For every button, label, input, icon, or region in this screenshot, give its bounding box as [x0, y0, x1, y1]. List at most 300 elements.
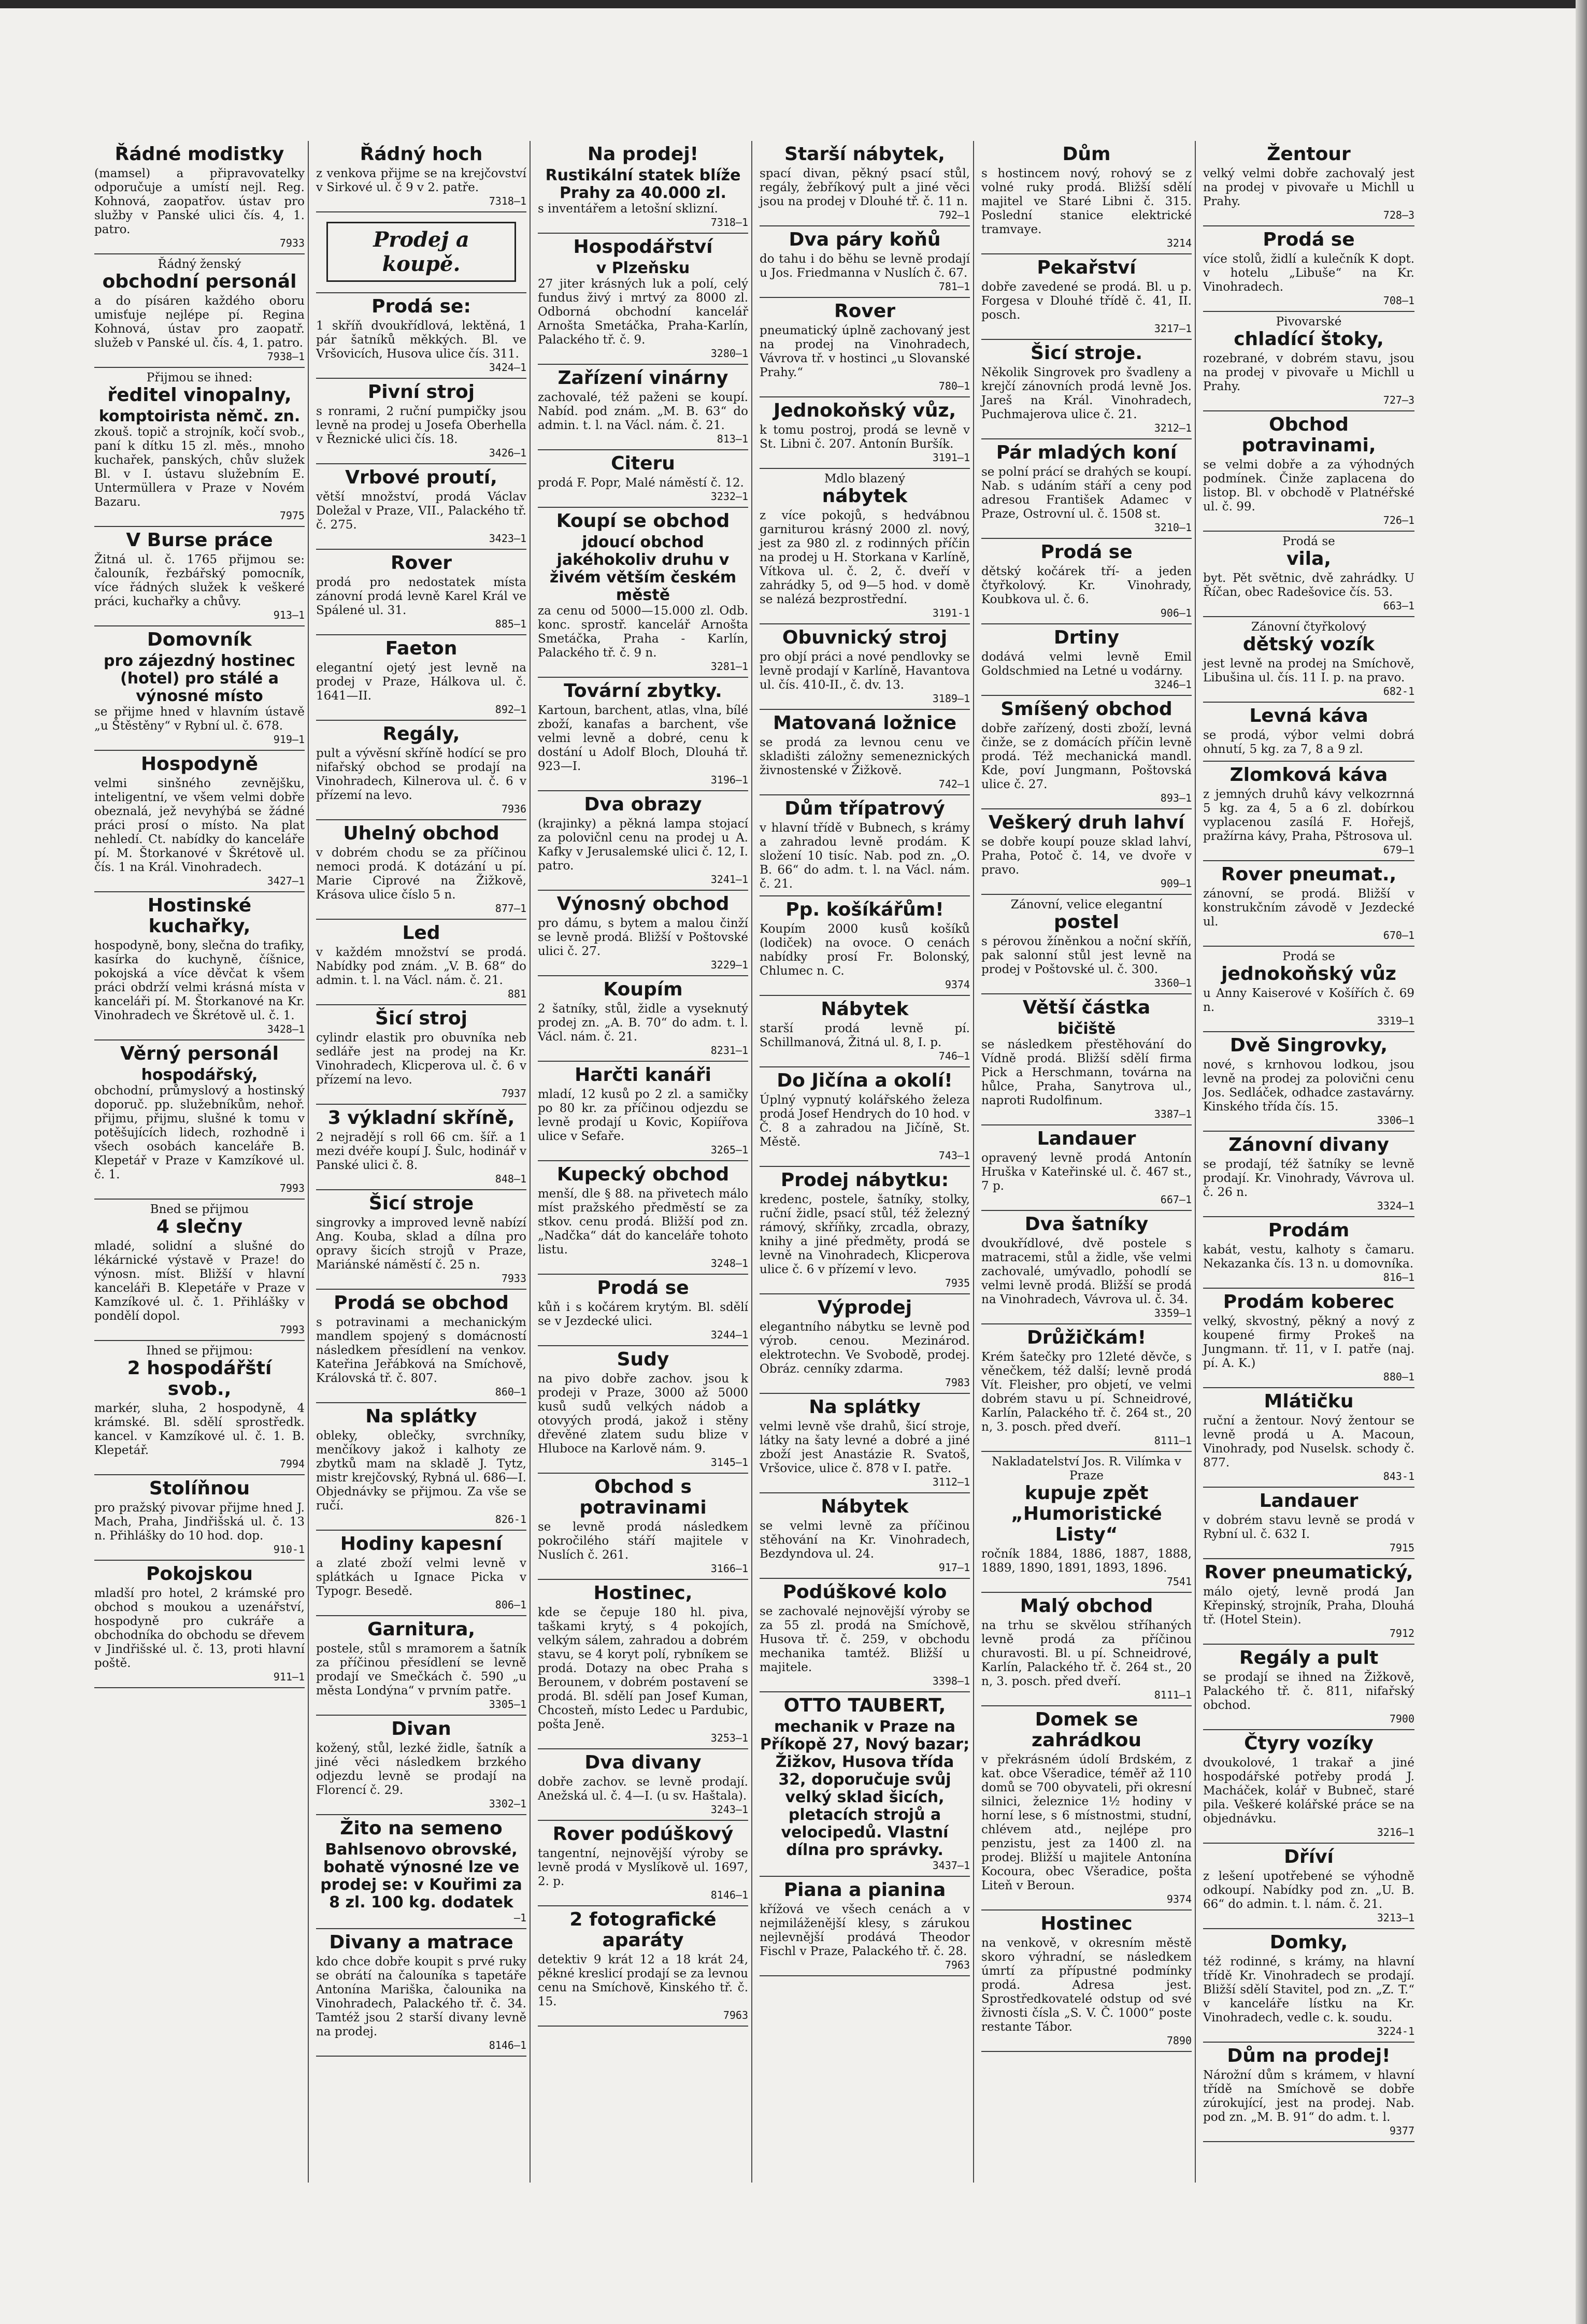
ad-code: 848—1 — [495, 1173, 526, 1185]
ad-text: s inventářem a letošní sklizní. — [538, 202, 718, 216]
classified-ad — [760, 141, 970, 226]
ad-text: rozebrané, v dobrém stavu, jsou na prodej v pivovaře u Michll u Prahy. — [1203, 352, 1414, 393]
ad-text: pneumatický úplně zachovaný jest na prodej na Vinohradech, Vávrova tř. v hostinci „u Slovanské Prahy.“ — [760, 324, 970, 379]
ad-heading: Koupím — [603, 979, 683, 1000]
ad-text: s pérovou žíněnkou a noční skříň, pak salonní stůl jest levně na prodej v Poštovské ul. č. 300. — [981, 935, 1192, 976]
ad-code: 3319—1 — [1377, 1015, 1414, 1027]
ad-text: z venkova přijme se na krejčovství v Sirkové ul. č 9 v 2. patře. — [316, 167, 526, 194]
ad-code: 843-1 — [1383, 1470, 1414, 1482]
ad-heading: Prodám koberec — [1223, 1291, 1395, 1313]
ad-heading: Výprodej — [817, 1297, 912, 1318]
ad-subheading: komptoirista němč. zn. — [98, 407, 301, 425]
column-4 — [756, 141, 974, 2183]
ad-text: se polní prácí se drahých se koupí. Nab. s udáním stáří a ceny pod adresou František Adamec v Praze, Ostrovní ul. č. 1508 st. — [981, 465, 1192, 521]
ad-heading: nábytek — [822, 486, 908, 507]
ad-code: 893—1 — [1160, 792, 1192, 804]
column-6 — [1200, 141, 1418, 2183]
ad-heading: Divan — [391, 1718, 451, 1740]
ad-text: spací divan, pěkný psací stůl, regály, žebříkový pult a jiné věci jsou na prodej v Dlouhé tř. č. 11 n. — [760, 167, 970, 208]
ad-text: se přijme hned v hlavním ústavě „u Štěstěny“ v Rybní ul. č. 678. — [94, 705, 305, 733]
ad-heading: Domky, — [1269, 1932, 1348, 1953]
classified-ad — [538, 508, 748, 678]
ad-code: 860—1 — [495, 1386, 526, 1398]
ad-text: dvoukřídlové, dvě postele s matracemi, stůl a židle, vše velmi zachovalé, umývadlo, pohodlí se velmi levně prodá. Bližší se prodá na Vinohradech, Vávrova ul. č. 34. — [981, 1237, 1192, 1306]
classified-ad — [94, 254, 305, 368]
ad-text: dobře zavedené se prodá. Bl. u p. Forgesa v Dlouhé třídě č. 41, II. posch. — [981, 280, 1192, 322]
classified-ad — [760, 1877, 970, 1976]
ad-text: prodá F. Popr, Malé náměstí č. 12. — [538, 476, 744, 490]
ad-text: 27 jiter krásných luk a polí, celý fundus živý i mrtvý za 8000 zl. Odborná obchodní kancelář Arnošta Smetáčka, Praha-Karlín, Palackého tř. č. 9. — [538, 277, 748, 347]
classified-ads-page — [91, 141, 1587, 2183]
ad-text: v každém množství se prodá. Nabídky pod znám. „V. B. 68“ do admin. t. l. na Václ. nám. č. 21. — [316, 946, 526, 987]
ad-text: obleky, oblečky, svrchníky, menčíkovy jakož i kalhoty ze zbytků mam na skladě J. Tytz, mistr krejčovský, Rybná ul. 686—I. Objednávky se přijmou. Za vše se ručí. — [316, 1429, 526, 1513]
ad-text: kabát, vestu, kalhoty s čamaru. Nekazanka čís. 13 n. u domovníka. — [1203, 1243, 1414, 1271]
ad-text: tangentní, nejnovější výroby se levně prodá v Myslíkově ul. 1697, 2. p. — [538, 1847, 748, 1888]
ad-code: 892—1 — [495, 703, 526, 716]
ad-text: mladé, solidní a slušné do lékárnické výstavě v Praze! do výnosn. míst. Bližší v hlavní kanceláři B. Klepetáře v Praze v Kamzíkové ul. č. 1. Přihlášky v pondělí dopol. — [94, 1239, 305, 1323]
ad-text: dodává velmi levně Emil Goldschmied na Letné u vodárny. — [981, 650, 1192, 678]
ad-code: 911—1 — [273, 1671, 305, 1683]
ad-heading: Řádné modistky — [115, 144, 284, 165]
ad-heading: Prodá se obchod — [334, 1292, 509, 1314]
ad-heading: Citeru — [611, 453, 675, 474]
ad-heading: Domek se zahrádkou — [1031, 1709, 1142, 1751]
classified-ad — [981, 1125, 1192, 1211]
ad-heading: ředitel vinopalny, — [107, 384, 292, 406]
classified-ad — [538, 1749, 748, 1821]
ad-heading: Na prodej! — [587, 144, 699, 165]
ad-code: 7541 — [1166, 1575, 1192, 1588]
classified-ad — [94, 892, 305, 1040]
classified-ad — [538, 1346, 748, 1474]
classified-ad — [1203, 226, 1414, 312]
classified-ad — [94, 626, 305, 751]
ad-text: postele, stůl s mramorem a šatník za příčinou přesídlení se levně prodají ve Smečkách č. 590 „u města Londýna“ v prvním patře. — [316, 1642, 526, 1698]
scan-border-top — [0, 0, 1587, 8]
ad-heading: Smíšený obchod — [1000, 698, 1173, 720]
classified-ad — [316, 635, 526, 721]
ad-heading: Hospodyně — [140, 753, 259, 775]
ad-text: kredenc, postele, šatníky, stolky, ruční židle, psací stůl, též železný rámový, skříňky, zrcadla, obrazy, knihy a jiné předměty, prodá se levně na Vinohradech, Klicperova ulice č. 6 v přízemí v levo. — [760, 1193, 970, 1276]
ad-code: 3428—1 — [267, 1023, 305, 1035]
ad-heading: Na splátky — [809, 1396, 921, 1418]
ad-code: 3305—1 — [489, 1698, 526, 1710]
ad-heading: Prodá se — [1040, 541, 1133, 563]
classified-ad — [1203, 1844, 1414, 1929]
ad-heading: Dům — [1062, 144, 1111, 165]
ad-code: 7937 — [501, 1087, 526, 1100]
ad-code: 3241—1 — [710, 873, 748, 886]
ad-code: 679—1 — [1383, 844, 1414, 856]
ad-code: 877—1 — [495, 902, 526, 915]
ad-text: zkouš. topič a strojník, kočí svob., paní k dítku 15 zl. měs., mnoho kuchařek, panských, chův služek Bl. v I. ústavu služebním E. Untermüllera v Praze v Novém Bazaru. — [94, 425, 305, 509]
ad-heading: Výnosný obchod — [556, 893, 730, 915]
classified-ad — [538, 365, 748, 450]
ad-text: pro pražský pivovar přijme hned J. Mach, Praha, Jindřišská ul. č. 13 n. Přihlášky do 10 hod. dop. — [94, 1501, 305, 1543]
ad-lead-text: Zánovní, velice elegantní — [1010, 898, 1163, 911]
ad-text: 1 skříň dvoukřídlová, lektěná, 1 pár šatníků měkkých. Bl. ve Vršovicích, Husova ulice čís. 311. — [316, 319, 526, 361]
ad-lead-text: Mdlo blazený — [824, 472, 906, 486]
classified-ad — [1203, 1132, 1414, 1217]
ad-code: 667—1 — [1160, 1193, 1192, 1206]
ad-text: na pivo dobře zachov. jsou k prodeji v Praze, 3000 až 5000 kusů sudů velkých nádob a otovyých prodá, jakož i stěny dřevěné zlatem sudu blize v Hluboce na Karlově nám. 9. — [538, 1372, 748, 1456]
ad-heading: Prodám — [1268, 1220, 1350, 1241]
ad-heading: Regály a pult — [1239, 1647, 1379, 1669]
classified-ad — [1203, 617, 1414, 703]
ad-text: Žitná ul. č. 1765 přijmou se: čalouník, řezbářský pomocník, více řádných služek k veškeré práci, kuchařky a chůvy. — [94, 553, 305, 608]
ad-heading: Rover podúškový — [552, 1823, 734, 1845]
classified-ad — [538, 678, 748, 791]
classified-ad — [760, 1394, 970, 1493]
classified-ad — [760, 226, 970, 298]
ad-text: se prodají, též šatníky se levně prodají. Kr. Vinohrady, Vávrova ul. č. 26 n. — [1203, 1158, 1414, 1199]
ad-code: 7993 — [279, 1182, 305, 1194]
ad-text: v překrásném údolí Brdském, z kat. obce Všeradice, téměř až 110 domů se 700 obyvateli, při okresní silnici, železnice 1½ hodiny v horní lese, s 6 místnostmi, studní, chlévem atd., nejlépe pro penzistu, jest za 1400 zl. na prodej. Bližší u majitele Antonína Kocoura, obec Všeradice, pošta Liteň v Beroun. — [981, 1753, 1192, 1892]
ad-text: zánovní, se prodá. Bližší v konstrukčním závodě v Jezdecké ul. — [1203, 887, 1414, 929]
ad-text: (krajinky) a pěkná lampa stojací za polovičnl cenu na prodej u A. Kafky v Jerusalemské ulici č. 12, I. patro. — [538, 817, 748, 873]
ad-code: 7938—1 — [267, 350, 305, 363]
ad-code: 3213—1 — [1377, 1912, 1414, 1924]
ad-lead-text: Zánovní čtyřkolový — [1251, 620, 1366, 634]
ad-text: obchodní, průmyslový a hostinský doporuč. pp. služebníkům, nehoř. přijmu, přijmu, slušné k tomu v potěšujících lidech, rozhodně i všech osobách kanceláře B. Klepetář v Praze v Kamzíkové ul. č. 1. — [94, 1084, 305, 1181]
ad-code: 8146—1 — [710, 1889, 748, 1901]
ad-text: se prodá, výbor velmi dobrá ohnutí, 5 kg. za 7, 8 a 9 zl. — [1203, 729, 1414, 756]
ad-text: s hostincem nový, rohový se z volné ruky prodá. Bližší sdělí majitel ve Staré Libni č. 315. Poslední stanice elektrické tramvaye. — [981, 167, 1192, 236]
ad-code: 881 — [507, 988, 526, 1000]
ad-code: 8111—1 — [1154, 1689, 1192, 1701]
ad-text: markér, sluha, 2 hospodyně, 4 krámské. Bl. sdělí sprostředk. kancel. v Kamzíkové ul. č. 1. B. Klepetář. — [94, 1402, 305, 1457]
ad-heading: Led — [402, 922, 440, 944]
ad-code: 3244—1 — [710, 1329, 748, 1341]
ad-code: 3424—1 — [489, 361, 526, 374]
classified-ad — [1203, 861, 1414, 947]
ad-heading: Prodej nábytku: — [780, 1170, 949, 1191]
ad-text: v hlavní třídě v Bubnech, s krámy a zahradou levně prodám. K složení 10 tisíc. Nab. pod zn. „O. B. 66“ do adm. t. l. na Václ. nám. č. 21. — [760, 821, 970, 891]
ad-text: se dobře koupí pouze sklad lahví, Praha, Potoč č. 14, ve dvoře v pravo. — [981, 835, 1192, 877]
classified-ad — [316, 1290, 526, 1403]
ad-heading: Dvě Singrovky, — [1229, 1035, 1388, 1056]
ad-text: se následkem přestěhování do Vídně prodá. Bližší sdělí firma Pick a Herschmann, továrna na hůlce, Praha, Sanytrova ul., naproti Rudolfinum. — [981, 1038, 1192, 1107]
ad-heading: Prodá se: — [371, 296, 471, 317]
ad-text: singrovky a improved levně nabízí Ang. Kouba, sklad a dílna pro opravy šicích strojů v Praze, Mariánské náměstí č. 25 n. — [316, 1216, 526, 1272]
ad-heading: Nábytek — [821, 1496, 909, 1517]
ad-text: velký, skvostný, pěkný a nový z koupené firmy Prokeš na Jungmann. tř. 11, v I. patře (naj. pí. A. K.) — [1203, 1315, 1414, 1370]
ad-heading: Žito na semeno — [340, 1818, 503, 1839]
ad-text: se zachovalé nejnovější výroby se za 55 zl. prodá na Smíchově, Husova tř. č. 259, v obchodu mechanika tamtéž. Bližší u majitele. — [760, 1605, 970, 1674]
classified-ad — [981, 624, 1192, 696]
ad-code: 885—1 — [495, 618, 526, 630]
ad-code: 7933 — [279, 237, 305, 249]
ad-code: 7963 — [945, 1959, 970, 1971]
classified-ad — [1203, 1645, 1414, 1730]
ad-text: z více pokojů, s hedvábnou garniturou krásný 2000 zl. nový, jest za 980 zl. z rodinných příčin na prodej u H. Storkana v Karlíně, Vítkova ul. č. 2, č. dveří v zahrádky 5, od 9—5 hod. v domě se nalézá bezprostřední. — [760, 509, 970, 606]
ad-code: 3437—1 — [932, 1859, 970, 1872]
classified-ad — [538, 141, 748, 234]
classified-ad — [1203, 1929, 1414, 2043]
ad-lead-text: Bned se přijmou — [150, 1203, 249, 1216]
ad-text: 2 šatníky, stůl, židle a vyseknutý prodej zn. „A. B. 70“ do adm. t. l. Václ. nám. č. 21. — [538, 1002, 748, 1044]
ad-heading: Hospodářství — [573, 236, 713, 258]
ad-text: za cenu od 5000—15.000 zl. Odb. konc. sprostř. kancelář Arnošta Smetáčka, Praha - Karlín, Palackého tř. č. 9 n. — [538, 604, 748, 660]
ad-code: 826-1 — [495, 1513, 526, 1525]
ad-text: mladší pro hotel, 2 krámské pro obchod s moukou a uzenářství, hospodyně pro cukráře a obchodníka do obchodu se dřevem v Jindřišské ul. č. 13, proti hlavní poště. — [94, 1587, 305, 1670]
classified-ad — [94, 141, 305, 254]
ad-text: Kartoun, barchent, atlas, vlna, bílé zboží, kanafas a barchent, vše velmi levně a dobré, cenu k dostání u Adolf Bloch, Dlouhá tř. 923—I. — [538, 704, 748, 773]
ad-code: 910-1 — [273, 1543, 305, 1556]
ad-text: velký velmi dobře zachovalý jest na prodej v pivovaře u Michll u Prahy. — [1203, 167, 1414, 208]
ad-text: s potravinami a mechanickým mandlem spojený s domácností následkem přesídlení na venkov. Kateřina Jeřábková na Smíchově, Královská tř. č. 807. — [316, 1316, 526, 1385]
classified-ad — [760, 624, 970, 710]
ad-subheading: Rustikální statek blíže Prahy za 40.000 zl. — [545, 166, 741, 202]
ad-code: 3112—1 — [932, 1476, 970, 1488]
classified-ad — [94, 1200, 305, 1341]
ad-text: velmi sinšného zevnějšku, inteligentní, ve všem velmi dobře obeznalá, jež nevyhýbá se žádné práci prosí o místo. Na plat nehledí. Ct. nabídky do kanceláře pí. M. Štorkanové v Škrétově ul. čís. 1 na Král. Vinohradech. — [94, 777, 305, 874]
ad-heading: Větší částka — [1022, 997, 1151, 1018]
ad-heading: Věrný personál — [120, 1043, 279, 1064]
ad-text: Krém šatečky pro 12leté děvče, s věnečkem, též další; levně prodá Vít. Fleisher, pro objetí, ve velmi dobrém stavu u pí. Schneidrové, Karlín, Palackého tř. č. 264 st., 20 n, 3. posch. před dveří. — [981, 1350, 1192, 1434]
ad-code: 7900 — [1389, 1713, 1414, 1725]
ad-text: pro dámu, s bytem a malou činží se levně prodá. Bližší v Poštovské ulici č. 27. — [538, 917, 748, 958]
classified-ad — [316, 379, 526, 464]
ad-heading: Tovární zbytky. — [564, 680, 722, 702]
ad-code: 726—1 — [1383, 514, 1414, 526]
classified-ad — [316, 1403, 526, 1531]
classified-ad — [1203, 1289, 1414, 1388]
classified-ad — [760, 1692, 970, 1877]
ad-subheading: hospodářský, — [141, 1066, 258, 1084]
classified-ad — [760, 996, 970, 1067]
column-3 — [535, 141, 752, 2183]
ad-text: pro objí práci a nové pendlovky se levně prodají v Karlíně, Havantova ul. čís. 410-II., č. dv. 13. — [760, 650, 970, 692]
ad-heading: Zařízení vinárny — [557, 367, 728, 389]
ad-code: 7890 — [1166, 2034, 1192, 2047]
ad-heading: Dva páry koňů — [789, 229, 941, 250]
ad-code: 3210—1 — [1154, 521, 1192, 534]
classified-ad — [981, 340, 1192, 439]
classified-ad — [1203, 1388, 1414, 1488]
ad-code: 9374 — [1166, 1893, 1192, 1905]
classified-ad — [1203, 1217, 1414, 1289]
ad-code: 3243—1 — [710, 1803, 748, 1816]
classified-ad — [1203, 703, 1414, 762]
ad-heading: Garnitura, — [367, 1619, 476, 1640]
ad-heading: Stolíňnou — [149, 1478, 250, 1499]
ad-heading: Podúškové kolo — [782, 1581, 947, 1603]
ad-code: 3248—1 — [710, 1257, 748, 1270]
ad-heading: Drtiny — [1053, 627, 1120, 648]
classified-ad — [1203, 532, 1414, 617]
ad-text: 2 nejradějí s roll 66 cm. šíř. a 1 mezi dvéře koupí J. Šulc, hodinář v Panské ulici č. 8. — [316, 1131, 526, 1172]
ad-code: 7318—1 — [489, 195, 526, 207]
ad-code: 3265—1 — [710, 1144, 748, 1156]
classified-ad — [981, 1324, 1192, 1452]
classified-ad — [981, 1706, 1192, 1910]
classified-ad — [760, 397, 970, 469]
ad-code: 746—1 — [938, 1050, 970, 1062]
ad-heading: dětský vozík — [1242, 634, 1375, 655]
ad-code: 708—1 — [1383, 294, 1414, 307]
classified-ad — [538, 1821, 748, 1906]
classified-ad — [316, 721, 526, 820]
classified-ad — [981, 696, 1192, 809]
classified-ad — [1203, 1559, 1414, 1645]
ad-text: kožený, stůl, lezké židle, šatník a jiné věci následkem brzkého odjezdu levně se prodají na Florencí č. 29. — [316, 1742, 526, 1797]
ad-code: 3281—1 — [710, 660, 748, 673]
ad-code: 3306—1 — [1377, 1114, 1414, 1127]
ad-code: 9374 — [945, 978, 970, 991]
ad-code: 7994 — [279, 1458, 305, 1470]
ad-code: 3196—1 — [710, 774, 748, 786]
ad-code: 9377 — [1389, 2125, 1414, 2137]
ad-text: v dobrém chodu se za příčinou nemoci prodá. K dotázání u pí. Marie Ciprové na Žižkově, Krásova ulice číslo 5 n. — [316, 846, 526, 902]
ad-text: Úplný vypnutý kolářského železa prodá Josef Hendrych do 10 hod. v Č. 8 a zahradou na Jičíně, St. Městě. — [760, 1093, 970, 1149]
ad-lead-text: Prodá se — [1282, 950, 1335, 963]
classified-ad — [316, 141, 526, 212]
ad-text: Několik Singrovek pro švadleny a krejčí zánovních prodá levně Jos. Jareš na Král. Vinohradech, Puchmajerova ulice č. 21. — [981, 366, 1192, 421]
classified-ad — [538, 450, 748, 508]
ad-text: elegantního nábytku se levně pod výrob. cenou. Mezinárod. elektrotechn. Ve Svobodě, prodej. Obráz. cenníky zdarma. — [760, 1320, 970, 1376]
classified-ad — [94, 1341, 305, 1475]
ad-heading: Matovaná ložnice — [773, 712, 957, 734]
ad-lead-text: Přijmou se ihned: — [146, 371, 253, 384]
ad-text: křížová ve všech cenách a v nejmiláženější klesy, s zárukou nejlevnější prodává Theodor Fischl v Praze, Palackého tř. č. 28. — [760, 1903, 970, 1958]
ad-heading: Zánovní divany — [1228, 1134, 1389, 1156]
ad-heading: Rover pneumat., — [1221, 864, 1397, 885]
column-5 — [978, 141, 1196, 2183]
ad-text: k tomu postroj, prodá se levně v St. Libni č. 207. Antonín Buršík. — [760, 423, 970, 451]
classified-ad — [760, 710, 970, 795]
classified-ad — [760, 896, 970, 996]
ad-code: 7935 — [945, 1277, 970, 1289]
ad-heading: Levná káva — [1249, 705, 1368, 726]
ad-text: cylindr elastik pro obuvníka neb sedláře jest na prodej na Kr. Vinohradech, Klicperova ul. č. 6 v přízemí na levo. — [316, 1031, 526, 1087]
ad-code: 7915 — [1389, 1542, 1414, 1554]
ad-heading: Nábytek — [821, 999, 909, 1020]
classified-ad — [1203, 2043, 1414, 2142]
ad-text: kdo chce dobře koupit s prvé ruky se obrátí na čalouníka s tapetáře Antonína Mariška, čalounika na Vinohradech, Palackého tř. č. 34. Tamtéž jsou 2 starší divany levně na prodej. — [316, 1955, 526, 2038]
classified-ad — [981, 254, 1192, 340]
ad-subheading: pro zájezdný hostinec (hotel) pro stálé a výnosné místo — [104, 652, 295, 705]
classified-ad — [316, 1531, 526, 1616]
ad-code: 792—1 — [938, 209, 970, 221]
ad-code: 880—1 — [1383, 1371, 1414, 1383]
classified-ad — [94, 1475, 305, 1561]
ad-heading: Landauer — [1037, 1128, 1136, 1149]
ad-lead-text: Ihned se přijmou: — [146, 1344, 253, 1358]
classified-ad — [538, 1275, 748, 1346]
ad-heading: chladící štoky, — [1234, 329, 1384, 350]
classified-ad — [1203, 762, 1414, 861]
ad-heading: Dům třípatrový — [784, 798, 945, 819]
classified-ad — [981, 539, 1192, 624]
ad-heading: Do Jičína a okolí! — [777, 1070, 953, 1091]
ad-heading: Regály, — [382, 723, 460, 745]
ad-heading: Pivní stroj — [367, 381, 475, 403]
classified-ad — [316, 293, 526, 379]
ad-heading: Mlátičku — [1264, 1391, 1354, 1412]
ad-text: Koupím 2000 kusů košíků (lodiček) na ovoce. O cenách nabídky prosí Fr. Bolonský, Chlumec n. C. — [760, 922, 970, 978]
ad-code: 3232—1 — [710, 490, 748, 503]
ad-code: 727—3 — [1383, 394, 1414, 406]
ad-code: 3302—1 — [489, 1798, 526, 1810]
ad-text: detektiv 9 krát 12 a 18 krát 24, pěkné kreslicí prodají se za levnou cenu na Smíchově, Kinského tř. č. 15. — [538, 1953, 748, 2008]
ad-code: 7936 — [501, 803, 526, 815]
ad-text: mladí, 12 kusů po 2 zl. a samičky po 80 kr. za příčinou odjezdu se levně prodají u Kovic, Kopiířova ulice v Sefaře. — [538, 1088, 748, 1143]
ad-text: z lešení upotřebené se výhodně odkoupí. Nabídky pod zn. „U. B. 66“ do admin. t. l. nám. č. 21. — [1203, 1870, 1414, 1911]
classified-ad — [316, 464, 526, 550]
ad-text: dobře zařízený, dosti zboží, levná činže, se z domácích příčin levně prodá. Též mechanická mandl. Kde, poví Jungmann, Poštovská ulice č. 27. — [981, 722, 1192, 791]
ad-text: nové, s krnhovou lodkou, jsou levně na prodej za polovični cenu Jos. Sedláček, odhadce zastavárny. Kinského třída čís. 15. — [1203, 1058, 1414, 1114]
ad-code: 909—1 — [1160, 877, 1192, 890]
classified-ad — [760, 1294, 970, 1394]
ad-code: 663—1 — [1383, 600, 1414, 612]
classified-ad — [94, 368, 305, 527]
ad-code: 906—1 — [1160, 607, 1192, 619]
ad-code: 7975 — [279, 509, 305, 522]
ad-heading: Šicí stroje. — [1030, 343, 1143, 364]
ad-heading: 3 výkladní skříně, — [327, 1107, 515, 1129]
ad-text: do tahu i do běhu se levně prodají u Jos. Friedmanna v Nuslích č. 67. — [760, 252, 970, 280]
ad-lead-text: Řádný ženský — [158, 258, 241, 271]
ad-code: 3324—1 — [1377, 1200, 1414, 1212]
classified-ad — [981, 439, 1192, 539]
ad-heading: Pokojskou — [146, 1563, 253, 1585]
ad-code: 7912 — [1389, 1627, 1414, 1639]
ad-text: elegantní ojetý jest levně na prodej v Praze, Hálkova ul. č. 1641—II. — [316, 661, 526, 703]
ad-heading: Šicí stroje — [368, 1193, 474, 1214]
classified-ad — [316, 1105, 526, 1190]
ad-code: 3360—1 — [1154, 977, 1192, 989]
classified-ad — [760, 469, 970, 624]
ad-subheading: mechanik v Praze na Příkopě 27, Nový bazar; Žižkov, Husova třída 32, doporučuje svůj velký sklad šicích, pletacích strojů a velocipedů. Vlastní dílna pro správky. — [760, 1718, 970, 1859]
classified-ad — [1203, 1488, 1414, 1559]
ad-heading: Dva obrazy — [584, 794, 702, 815]
column-1 — [91, 141, 309, 2183]
ad-code: 7963 — [723, 2009, 748, 2021]
ad-heading: Hodiny kapesní — [340, 1533, 503, 1555]
ad-code: 742—1 — [938, 778, 970, 790]
ad-text: se prodá za levnou cenu ve skladišti záložny semeneznických živnostenské v Žižkově. — [760, 736, 970, 777]
ad-lead-text: Pivovarské — [1276, 315, 1342, 329]
ad-heading: Zlomková káva — [1229, 764, 1388, 786]
classified-ad — [760, 298, 970, 397]
classified-ad — [316, 1005, 526, 1105]
ad-heading: Rover — [834, 301, 896, 322]
ad-heading: Starší nábytek, — [784, 144, 945, 165]
ad-code: 3216—1 — [1377, 1826, 1414, 1838]
ad-text: se prodají se ihned na Žižkově, Palackého tř. č. 811, nifařský obchod. — [1203, 1671, 1414, 1712]
classified-ad — [316, 920, 526, 1005]
classified-ad — [94, 751, 305, 892]
ad-code: 3280—1 — [710, 347, 748, 360]
ad-heading: Malý obchod — [1020, 1595, 1153, 1617]
ad-heading: Dva šatníky — [1024, 1214, 1149, 1235]
ad-heading: Jednokoňský vůz, — [773, 400, 956, 421]
ad-heading: kupuje zpět „Humoristické Listy“ — [1011, 1482, 1162, 1545]
ad-heading: Prodá se — [1263, 229, 1355, 250]
classified-ad — [760, 1493, 970, 1579]
classified-ad — [1203, 141, 1414, 226]
ad-lead-text: Prodá se — [1282, 535, 1335, 548]
ad-code: —1 — [513, 1912, 526, 1924]
ad-heading: Domovník — [147, 629, 252, 650]
ad-heading: postel — [1054, 911, 1119, 933]
classified-ad — [760, 1167, 970, 1294]
ad-heading: Faeton — [385, 638, 457, 659]
ad-code: 913—1 — [273, 609, 305, 621]
ad-heading: Kupecký obchod — [556, 1164, 730, 1185]
ad-text: málo ojetý, levně prodá Jan Křepinský, strojník, Praha, Dlouhá tř. (Hotel Stein). — [1203, 1585, 1414, 1627]
